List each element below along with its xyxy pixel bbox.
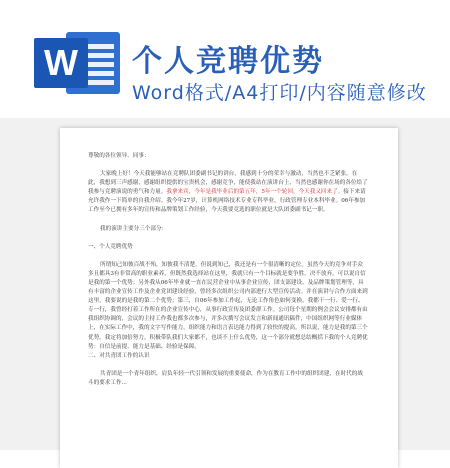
doc-intro-highlight: 我拿来宾，今年是我毕业后的第五年，5年一个轮回，今天我又回来了。 (166, 189, 344, 196)
doc-paragraph-league: 共青团是一个青年组织，肩负年轻一代引领和发展的重要使命，作为在教育工作中的组织团建，在时代的战斗的要求工作... (88, 370, 363, 386)
doc-paragraph-outline: 我的演讲主要分三个部分： (100, 225, 168, 232)
word-icon-letter: W (34, 38, 88, 88)
doc-intro-text-b: 接下来请允许我作一下简单的自我介绍。我今年27岁，计算机网络技术专业专科毕业，行政管理专业本科毕业。06年参加工作至今已拥有多年的宣传和品牌策划工作经验，今天我要竞选的职位就是大队团委副书记一职。 (88, 189, 366, 214)
banner-title: 个人竞聘优势 (132, 44, 324, 79)
doc-heading-2: 二、对共青团工作的认识 (88, 352, 150, 359)
doc-paragraph-intro (88, 170, 368, 215)
banner-subtitle: Word格式/A4打印/内容随意修改 (132, 82, 427, 104)
doc-intro-text-a: 大家晚上好！今天我能够站在竞聘队团委副书记的讲台，我感到十分的荣幸与激动，当然也不乏紧张。在此，我想到三声感谢，感谢组织提供的宝贵机会，感谢竞争，能使我站在演讲台上，当然也感谢你在场的各位给了我参与竞聘演说的勇气和力量。 (88, 171, 368, 196)
doc-greeting: 尊敬的各位领导、同事： (88, 153, 150, 159)
doc-heading-1: 一、个人竞聘优势 (88, 243, 133, 250)
word-icon (34, 32, 120, 94)
document-body (88, 152, 368, 388)
doc-paragraph-advantages: 所谓知己知彼百战不殆，知彼我不清楚，但说到知己，我还是有一个很清晰的定位。虽然今天的竞争对手众多且都具3有非常高的职业素养，但既然我选择站在这里，我就只有一个目标就是要争胜，决不放弃。可以说自信是我的第一个优势；另外我从06年毕业就一直在民营企业中从事企业宣传，团支部建设、及品牌策划管理等，具有丰富的企业宣传工作及企业党团建设经验，曾经多次组织公司内部进行大型宣传活动。并在演讲与合作方面来到这里，我要说的是我的第二个优势；第三，自06年参加工作起，无论工作角色如何变换，我都干一行、爱一行、专一行，我曾经打着工作所在的企业宣传中心，从事行政宣传及团委群工作。公司每个星期的例会会议安排都有由我组织协调的，会议的主持工作我也都多次参与，并多次撰写会议发言和新闻通讯稿件，中国组织网等行业媒体上，在实际工作中，我的文字写作能力，组织能力和语言表达能力得到了较快的提高。所以说，能力是我的第三个优势。我定将加倍努力，积极带队我们大家都不，也谈不上什么优势，这一个部分就想总结概括下我的个人竞聘优势：自信是前提、能力是基础、经验是保障。 (88, 261, 368, 350)
header-banner (0, 0, 450, 118)
document-page (60, 128, 398, 468)
